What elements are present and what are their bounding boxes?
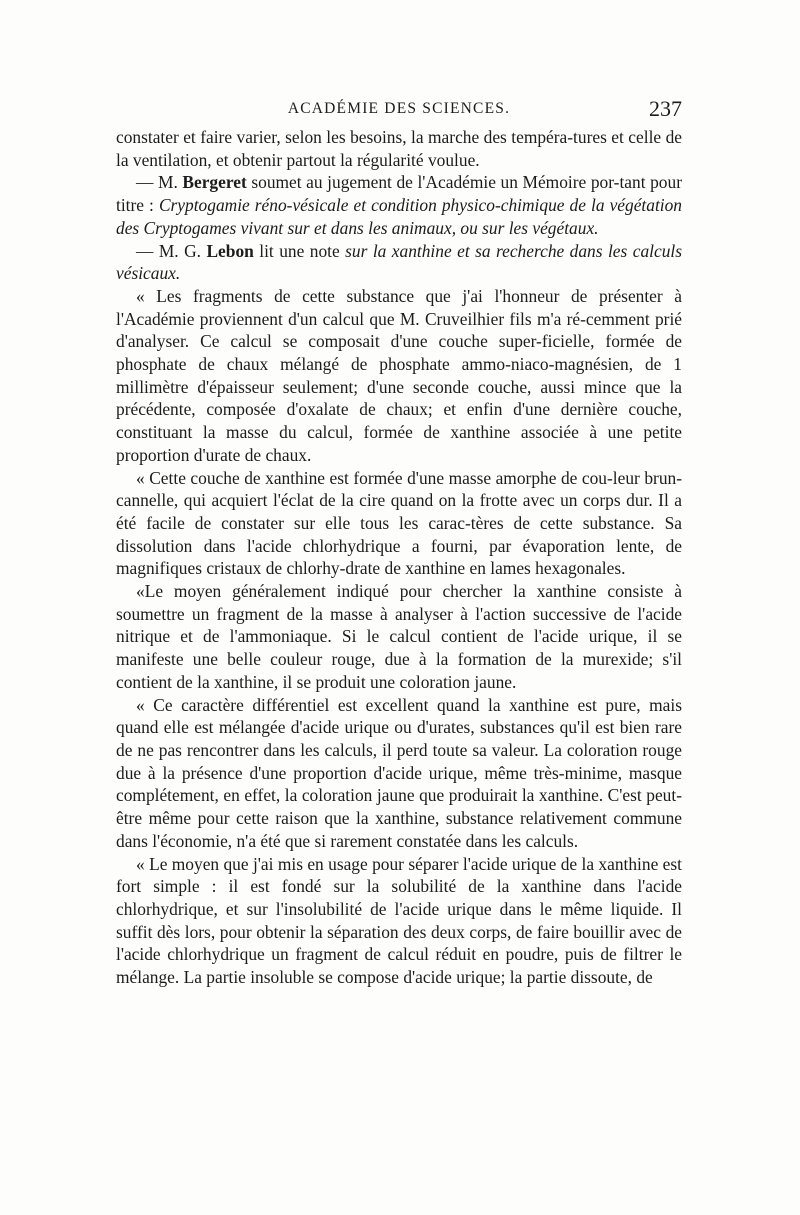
paragraph-caractere: « Ce caractère différentiel est excellent quand la xanthine est pure, mais quand elle est mélangée d'acide urique ou d'urates, substances qu'il est bien rare de ne pas rencontrer dans les calculs, il perd toute sa valeur. La coloration rouge due à la présence d'une proportion d'acide urique, même très-minime, masque complétement, en effet, la coloration jaune que produirait la xanthine. C'est peut-être même pour cette raison que la xanthine, substance relativement commune dans l'économie, n'a été que si rarement constatée dans les calculs. bbox=[116, 694, 682, 851]
memoir-title: Cryptogamie réno-vésicale et condition physico-chimique de la végétation des Cryptogames vivant sur et dans les animaux, ou sur les végétaux. bbox=[116, 195, 682, 238]
author-name: Lebon bbox=[206, 240, 254, 261]
page-header bbox=[116, 96, 682, 126]
note-title: sur la xanthine et sa recherche dans les calculs vésicaux. bbox=[116, 240, 682, 284]
body-text bbox=[116, 126, 682, 989]
author-name: Bergeret bbox=[182, 172, 247, 193]
paragraph-lebon bbox=[116, 240, 682, 285]
paragraph-couche: « Cette couche de xanthine est formée d'une masse amorphe de cou-leur brun-cannelle, qui acquiert l'éclat de la cire quand on la frotte avec un corps dur. Il a été facile de constater sur elle tous les carac-tères de cette substance. Sa dissolution dans l'acide chlorhydrique a fourni, par évaporation lente, de magnifiques cristaux de chlorhy-drate de xanthine en lames hexagonales. bbox=[116, 467, 682, 579]
entry-lead: — M. G. bbox=[136, 240, 201, 261]
entry-lead: — M. bbox=[136, 172, 178, 193]
entry-text: soumet au jugement de l'Académie un Mémoire por-tant pour titre : bbox=[116, 172, 682, 216]
paragraph-moyen-separation: « Le moyen que j'ai mis en usage pour séparer l'acide urique de la xanthine est fort simple : il est fondé sur la solubilité de la xanthine dans l'acide chlorhydrique, et sur l'insolubilité de l'acide urique dans le même liquide. Il suffit dès lors, pour obtenir la séparation des deux corps, de faire bouillir avec de l'acide chlorhydrique un fragment de calcul réduit en poudre, puis de filtrer le mélange. La partie insoluble se compose d'acide urique; la partie dissoute, de bbox=[116, 853, 682, 988]
paragraph-bergeret bbox=[116, 171, 682, 239]
paragraph-moyen-general: «Le moyen généralement indiqué pour chercher la xanthine consiste à soumettre un fragment de la masse à analyser à l'action successive de l'acide nitrique et de l'ammoniaque. Si le calcul contient de l'acide urique, il se manifeste une belle couleur rouge, due à la formation de la murexide; s'il contient de la xanthine, il se produit une coloration jaune. bbox=[116, 581, 682, 692]
paragraph-ventilation: constater et faire varier, selon les besoins, la marche des tempéra-tures et celle de la ventilation, et obtenir partout la régularité voulue. bbox=[116, 127, 682, 170]
entry-text: lit une note bbox=[259, 240, 346, 261]
page-number: 237 bbox=[649, 96, 682, 121]
paragraph-fragments: « Les fragments de cette substance que j'ai l'honneur de présenter à l'Académie proviennent d'un calcul que M. Cruveilhier fils m'a ré-cemment prié d'analyser. Ce calcul se composait d'une couche super-ficielle, formée de phosphate de chaux mélangé de phosphate ammo-niaco-magnésien, de 1 millimètre d'épaisseur seulement; d'une seconde couche, aussi mince que la précédente, composée d'oxalate de chaux; et enfin d'une dernière couche, constituant la masse du calcul, formée de xanthine associée à une petite proportion d'urate de chaux. bbox=[116, 285, 682, 465]
running-title: ACADÉMIE DES SCIENCES. bbox=[287, 100, 511, 117]
